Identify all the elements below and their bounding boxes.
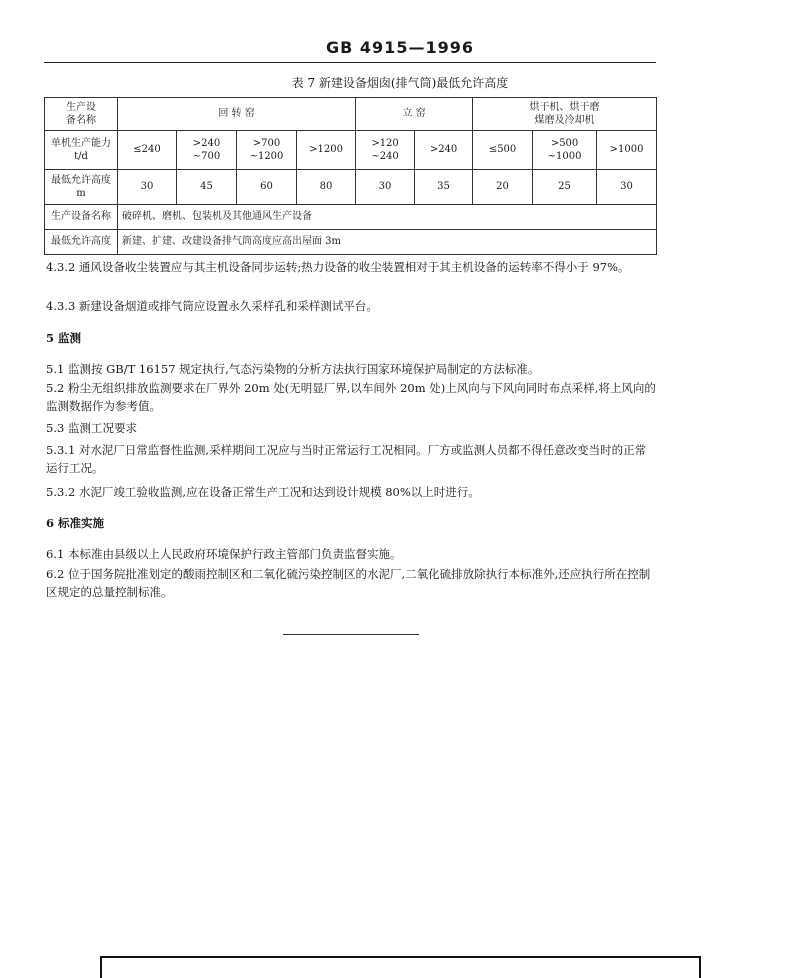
paragraph-5-2: 5.2 粉尘无组织排放监测要求在厂界外 20m 处(无明显厂界,以车间外 20m 处)上风向与下风向同时布点采样,将上风向的监测数据作为参考值。: [46, 381, 656, 413]
other-height-value: 新建、扩建、改建设备排气筒高度应高出屋面 3m: [118, 230, 657, 255]
paragraph-5-3-1: 5.3.1 对水泥厂日常监督性监测,采样期间工况应与当时正常运行工况相同。厂方或监测人员都不得任意改变当时的正常运行工况。: [46, 443, 647, 475]
bottom-frame: [100, 956, 701, 978]
capacity-cell: >240: [415, 131, 473, 170]
height-cell: 45: [177, 170, 237, 205]
height-cell: 20: [473, 170, 533, 205]
capacity-cell: ≤500: [473, 131, 533, 170]
group-rotary-kiln: 回 转 窑: [118, 98, 356, 131]
height-cell: 30: [118, 170, 177, 205]
table-header-row: [45, 98, 657, 131]
capacity-cell: >1200: [297, 131, 356, 170]
paragraph-5-1: 5.1 监测按 GB/T 16157 规定执行,气态污染物的分析方法执行国家环境保护局制定的方法标准。: [46, 362, 540, 376]
capacity-cell: >240 ~700: [177, 131, 237, 170]
capacity-cell: ≤240: [118, 131, 177, 170]
other-equipment-value: 破碎机、磨机、包装机及其他通风生产设备: [118, 205, 657, 230]
standard-code-header: GB 4915—1996: [326, 38, 474, 57]
height-cell: 30: [597, 170, 657, 205]
group-shaft-kiln: 立 窑: [356, 98, 473, 131]
capacity-cell: >120 ~240: [356, 131, 415, 170]
paragraph-4-3-2: 4.3.2 通风设备收尘装置应与其主机设备同步运转;热力设备的收尘装置相对于其主机设备的运转率不得小于 97%。: [46, 260, 630, 274]
end-of-document-rule: [283, 634, 419, 635]
height-label: 最低允许高度 m: [45, 170, 118, 205]
height-cell: 60: [237, 170, 297, 205]
height-cell: 35: [415, 170, 473, 205]
table-capacity-row: [45, 131, 657, 170]
other-equipment-label: 生产设备名称: [45, 205, 118, 230]
height-cell: 25: [533, 170, 597, 205]
section-5-heading: 5 监测: [46, 331, 82, 345]
paragraph-6-1: 6.1 本标准由县级以上人民政府环境保护行政主管部门负责监督实施。: [46, 547, 402, 561]
paragraph-4-3-3: 4.3.3 新建设备烟道或排气筒应设置永久采样孔和采样测试平台。: [46, 299, 378, 313]
paragraph-6-2: 6.2 位于国务院批准划定的酸雨控制区和二氧化硫污染控制区的水泥厂,二氧化硫排放除执行本标准外,还应执行所在控制区规定的总量控制标准。: [46, 567, 651, 599]
capacity-label: 单机生产能力 t/d: [45, 131, 118, 170]
other-height-row: [45, 230, 657, 255]
paragraph-5-3-2: 5.3.2 水泥厂竣工验收监测,应在设备正常生产工况和达到设计规模 80%以上时进行。: [46, 485, 480, 499]
section-6-heading: 6 标准实施: [46, 516, 105, 530]
equipment-name-label: 生产设 备名称: [45, 98, 118, 131]
group-dryer-mill-cooler: 烘干机、烘干磨 煤磨及冷却机: [473, 98, 657, 131]
table-title: 表 7 新建设备烟囱(排气筒)最低允许高度: [291, 76, 509, 90]
other-equipment-row: [45, 205, 657, 230]
paragraph-5-3: 5.3 监测工况要求: [46, 421, 137, 435]
height-cell: 80: [297, 170, 356, 205]
capacity-cell: >700 ~1200: [237, 131, 297, 170]
other-height-label: 最低允许高度: [45, 230, 118, 255]
header-rule: [44, 62, 656, 63]
chimney-height-table: [44, 97, 657, 255]
height-cell: 30: [356, 170, 415, 205]
capacity-cell: >500 ~1000: [533, 131, 597, 170]
capacity-cell: >1000: [597, 131, 657, 170]
table-height-row: [45, 170, 657, 205]
